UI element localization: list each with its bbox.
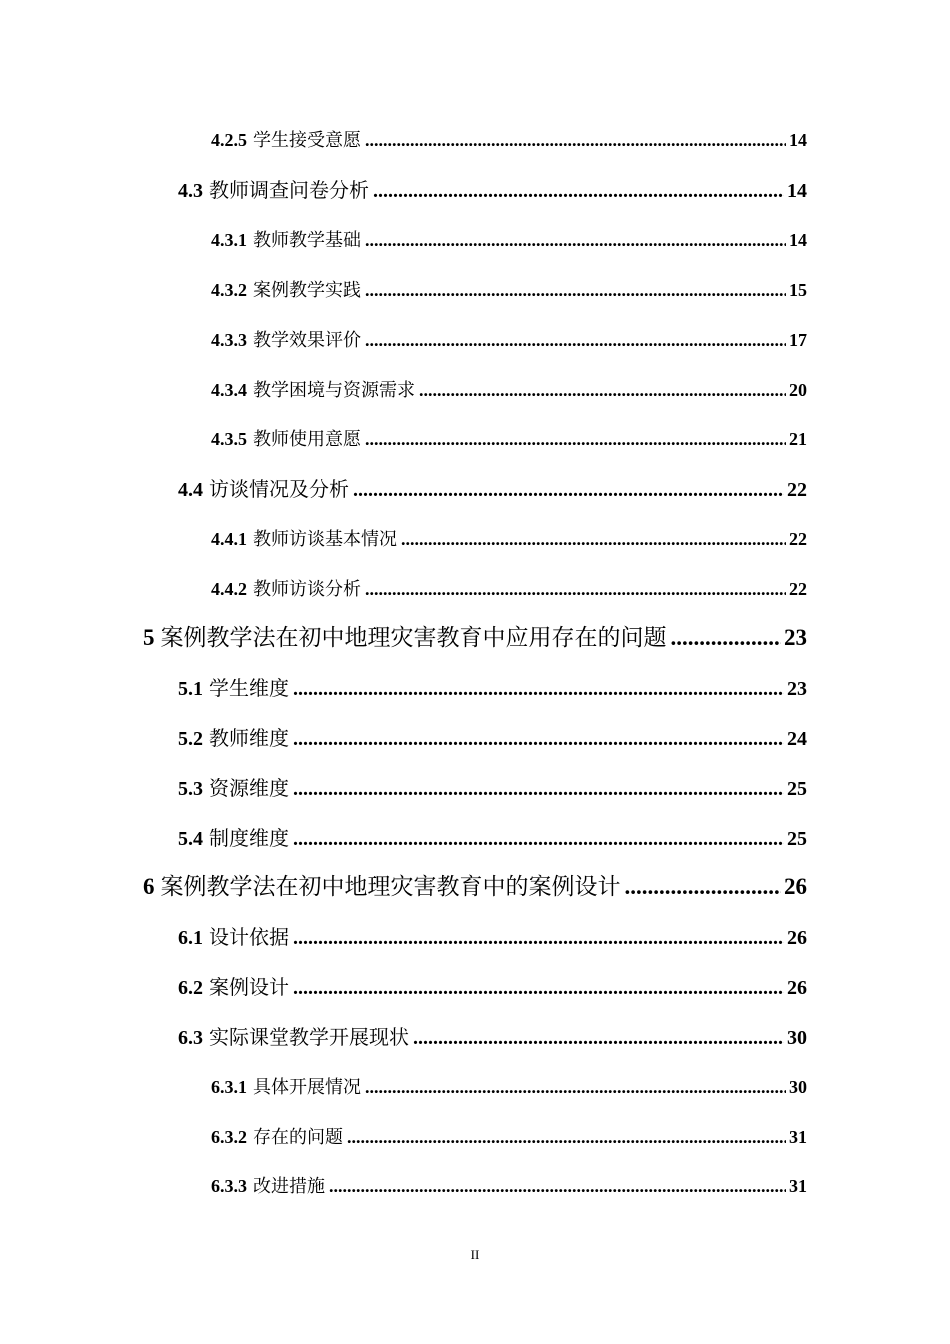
toc-title: 案例教学实践 bbox=[253, 280, 361, 301]
toc-page-number: 22 bbox=[789, 529, 807, 549]
toc-number: 6.3.1 bbox=[211, 1077, 247, 1097]
toc-number: 6 bbox=[143, 874, 155, 899]
toc-leader bbox=[353, 475, 784, 505]
toc-entry[interactable] bbox=[178, 773, 807, 803]
toc-entry[interactable] bbox=[178, 723, 807, 753]
toc-leader bbox=[293, 973, 784, 1003]
toc-title: 学生维度 bbox=[209, 676, 289, 700]
toc-leader bbox=[293, 724, 784, 754]
toc-title: 教师调查问卷分析 bbox=[209, 178, 369, 202]
toc-leader bbox=[347, 1122, 786, 1152]
toc-leader bbox=[625, 872, 782, 902]
toc-page-number: 26 bbox=[787, 927, 807, 949]
toc-title: 教师教学基础 bbox=[253, 230, 361, 251]
toc-page-number: 14 bbox=[789, 130, 807, 150]
toc-page-number: 30 bbox=[787, 1027, 807, 1049]
toc-number: 6.3.3 bbox=[211, 1176, 247, 1196]
toc-page-number: 25 bbox=[787, 828, 807, 850]
toc-entry[interactable] bbox=[211, 424, 807, 454]
toc-leader bbox=[365, 1072, 786, 1102]
toc-number: 4.3.3 bbox=[211, 330, 247, 350]
toc-title: 实际课堂教学开展现状 bbox=[209, 1025, 409, 1049]
toc-title: 教学效果评价 bbox=[253, 330, 361, 351]
toc-title: 访谈情况及分析 bbox=[209, 477, 349, 501]
toc-number: 4.4.2 bbox=[211, 579, 247, 599]
toc-entry[interactable] bbox=[178, 673, 807, 703]
toc-page-number: 17 bbox=[789, 330, 807, 350]
toc-leader bbox=[293, 923, 784, 953]
toc-page-number: 30 bbox=[789, 1077, 807, 1097]
toc-leader bbox=[671, 623, 782, 653]
toc-page-number: 14 bbox=[787, 180, 807, 202]
toc-title: 教师访谈基本情况 bbox=[253, 529, 397, 550]
page-number: II bbox=[470, 1247, 480, 1262]
toc-entry[interactable] bbox=[178, 823, 807, 853]
toc-title: 具体开展情况 bbox=[253, 1077, 361, 1098]
toc-leader bbox=[413, 1023, 784, 1053]
toc-number: 4.3.4 bbox=[211, 380, 247, 400]
toc-entry[interactable] bbox=[211, 524, 807, 554]
toc-page-number: 21 bbox=[789, 429, 807, 449]
toc-leader bbox=[365, 225, 786, 255]
toc-page-number: 22 bbox=[787, 479, 807, 501]
toc-page-number: 24 bbox=[787, 728, 807, 750]
toc-title: 案例设计 bbox=[209, 975, 289, 999]
toc-title: 学生接受意愿 bbox=[253, 130, 361, 151]
toc-entry[interactable] bbox=[178, 972, 807, 1002]
toc-leader bbox=[293, 824, 784, 854]
toc-number: 5.1 bbox=[178, 678, 203, 700]
toc-page-number: 26 bbox=[787, 977, 807, 999]
toc-page-number: 14 bbox=[789, 230, 807, 250]
toc-number: 4.3.1 bbox=[211, 230, 247, 250]
toc-title: 设计依据 bbox=[209, 925, 289, 949]
toc-leader bbox=[365, 574, 786, 604]
toc-leader bbox=[365, 325, 786, 355]
toc-leader bbox=[293, 674, 784, 704]
toc-entry[interactable] bbox=[211, 325, 807, 355]
toc-entry[interactable] bbox=[211, 225, 807, 255]
toc-title: 教师访谈分析 bbox=[253, 579, 361, 600]
toc-page-number: 25 bbox=[787, 778, 807, 800]
toc-number: 6.3.2 bbox=[211, 1127, 247, 1147]
toc-entry[interactable] bbox=[211, 275, 807, 305]
toc-number: 4.3.5 bbox=[211, 429, 247, 449]
toc-page-number: 20 bbox=[789, 380, 807, 400]
toc-number: 5.4 bbox=[178, 828, 203, 850]
toc-page-number: 23 bbox=[784, 625, 807, 650]
toc-entry[interactable] bbox=[211, 1122, 807, 1152]
toc-entry[interactable] bbox=[178, 922, 807, 952]
toc-leader bbox=[329, 1171, 786, 1201]
toc-leader bbox=[373, 176, 784, 206]
toc-entry[interactable] bbox=[178, 175, 807, 205]
toc-title: 教学困境与资源需求 bbox=[253, 380, 415, 401]
toc-entry[interactable] bbox=[211, 1072, 807, 1102]
toc-title: 改进措施 bbox=[253, 1176, 325, 1197]
toc-entry[interactable] bbox=[211, 375, 807, 405]
toc-page-number: 31 bbox=[789, 1127, 807, 1147]
toc-entry[interactable] bbox=[211, 125, 807, 155]
toc-number: 6.1 bbox=[178, 927, 203, 949]
toc-entry[interactable] bbox=[211, 574, 807, 604]
toc-leader bbox=[401, 524, 786, 554]
toc-entry[interactable] bbox=[143, 623, 807, 653]
toc-title: 案例教学法在初中地理灾害教育中应用存在的问题 bbox=[160, 625, 667, 651]
toc-number: 6.2 bbox=[178, 977, 203, 999]
toc-number: 5.3 bbox=[178, 778, 203, 800]
toc-page-number: 15 bbox=[789, 280, 807, 300]
toc-title: 制度维度 bbox=[209, 826, 289, 850]
toc-number: 4.4.1 bbox=[211, 529, 247, 549]
toc-leader bbox=[419, 375, 786, 405]
toc-entry[interactable] bbox=[178, 474, 807, 504]
toc-page-number: 22 bbox=[789, 579, 807, 599]
toc-leader bbox=[293, 774, 784, 804]
toc-entry[interactable] bbox=[178, 1022, 807, 1052]
toc-leader bbox=[365, 125, 786, 155]
toc-leader bbox=[365, 275, 786, 305]
toc-title: 存在的问题 bbox=[253, 1127, 343, 1148]
page-footer bbox=[0, 1247, 950, 1263]
toc-title: 案例教学法在初中地理灾害教育中的案例设计 bbox=[160, 874, 621, 900]
toc-page-number: 23 bbox=[787, 678, 807, 700]
toc-entry[interactable] bbox=[211, 1171, 807, 1201]
toc-number: 6.3 bbox=[178, 1027, 203, 1049]
toc-number: 4.2.5 bbox=[211, 130, 247, 150]
toc-number: 4.3 bbox=[178, 180, 203, 202]
toc-number: 5.2 bbox=[178, 728, 203, 750]
toc-leader bbox=[365, 424, 786, 454]
toc-title: 资源维度 bbox=[209, 776, 289, 800]
toc-number: 4.4 bbox=[178, 479, 203, 501]
toc-page-number: 26 bbox=[784, 874, 807, 899]
toc-entry[interactable] bbox=[143, 872, 807, 902]
toc-page-number: 31 bbox=[789, 1176, 807, 1196]
toc-title: 教师使用意愿 bbox=[253, 429, 361, 450]
toc-number: 4.3.2 bbox=[211, 280, 247, 300]
toc-number: 5 bbox=[143, 625, 155, 650]
toc-title: 教师维度 bbox=[209, 726, 289, 750]
